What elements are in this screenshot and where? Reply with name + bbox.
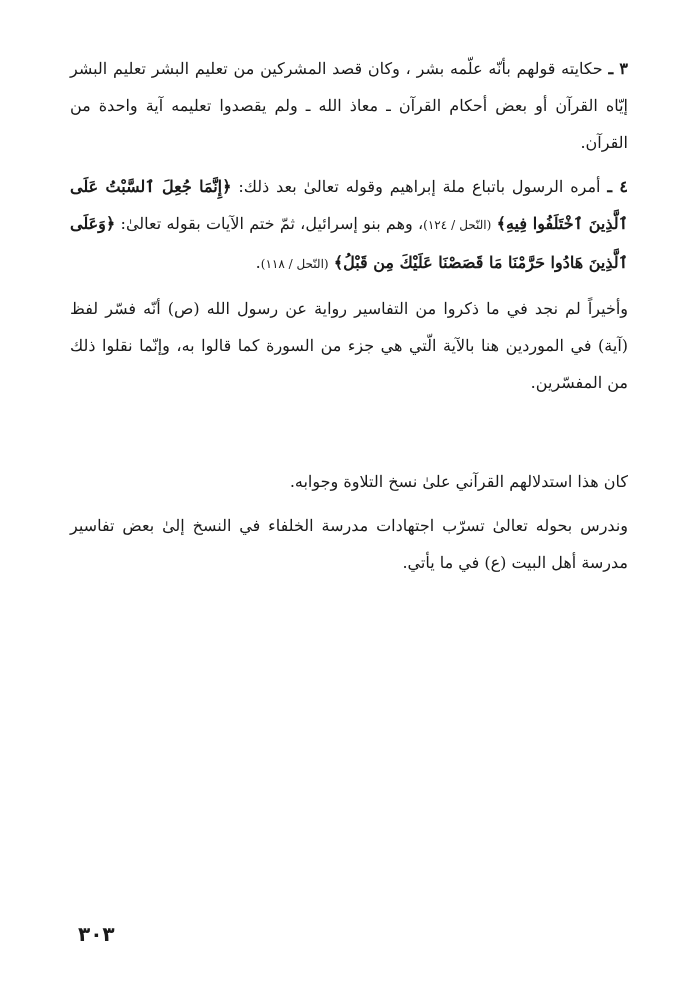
paragraph-next-study [70, 507, 628, 581]
paragraph-point-3 [70, 50, 628, 161]
point-number: ٤ ـ [607, 177, 628, 196]
paragraph-text: أمره الرسول باتباع ملة إبراهيم وقوله تعالىٰ بعد ذلك: [238, 177, 601, 196]
paragraph-point-4 [70, 168, 628, 283]
paragraph-text: كان هذا استدلالهم القرآني علىٰ نسخ التلاوة وجوابه. [289, 472, 628, 491]
point-number: ٣ ـ [608, 59, 628, 78]
paragraph-text: وأخيراً لم نجد في ما ذكروا من التفاسير رواية عن رسول الله (ص) أنّه فسّر لفظ (آية) في الموردين هنا بالآية الّتي هي جزء من السورة كما قالوا به، وإنّما نقلوا ذلك من المفسّرين. [70, 299, 629, 392]
verse-reference: (النّحل / ١١٨) [260, 257, 329, 271]
verse-reference: (النّحل / ١٢٤) [423, 218, 492, 232]
paragraph-text: ، وهم بنو إسرائيل، ثمّ ختم الآيات بقوله تعالىٰ: [120, 214, 424, 233]
paragraph-summary [70, 463, 628, 500]
page-number: ٣٠٣ [78, 922, 115, 946]
paragraph-text: . [255, 253, 261, 272]
paragraph-conclusion [70, 290, 628, 401]
paragraph-text: وندرس بحوله تعالىٰ تسرّب اجتهادات مدرسة الخلفاء في النسخ إلىٰ بعض تفاسير مدرسة أهل البيت (ع) في ما يأتي. [70, 516, 628, 572]
quran-verse: ﴿إِنَّمَا جُعِلَ ٱلسَّبْتُ عَلَى ٱلَّذِينَ ٱخْتَلَفُوا فِيهِ﴾ [70, 177, 628, 233]
quran-verse: ﴿وَعَلَى ٱلَّذِينَ هَادُوا حَرَّمْنَا مَا قَصَصْنَا عَلَيْكَ مِن قَبْلُ﴾ [70, 214, 628, 272]
page-body [70, 50, 628, 581]
paragraph-text: حكايته قولهم بأنّه علّمه بشر ، وكان قصد المشركين من تعليم البشر تعليم البشر إيّاه القرآن أو بعض أحكام القرآن ـ معاذ الله ـ ولم يقصدوا تعليمه آية واحدة من القرآن. [70, 59, 629, 152]
